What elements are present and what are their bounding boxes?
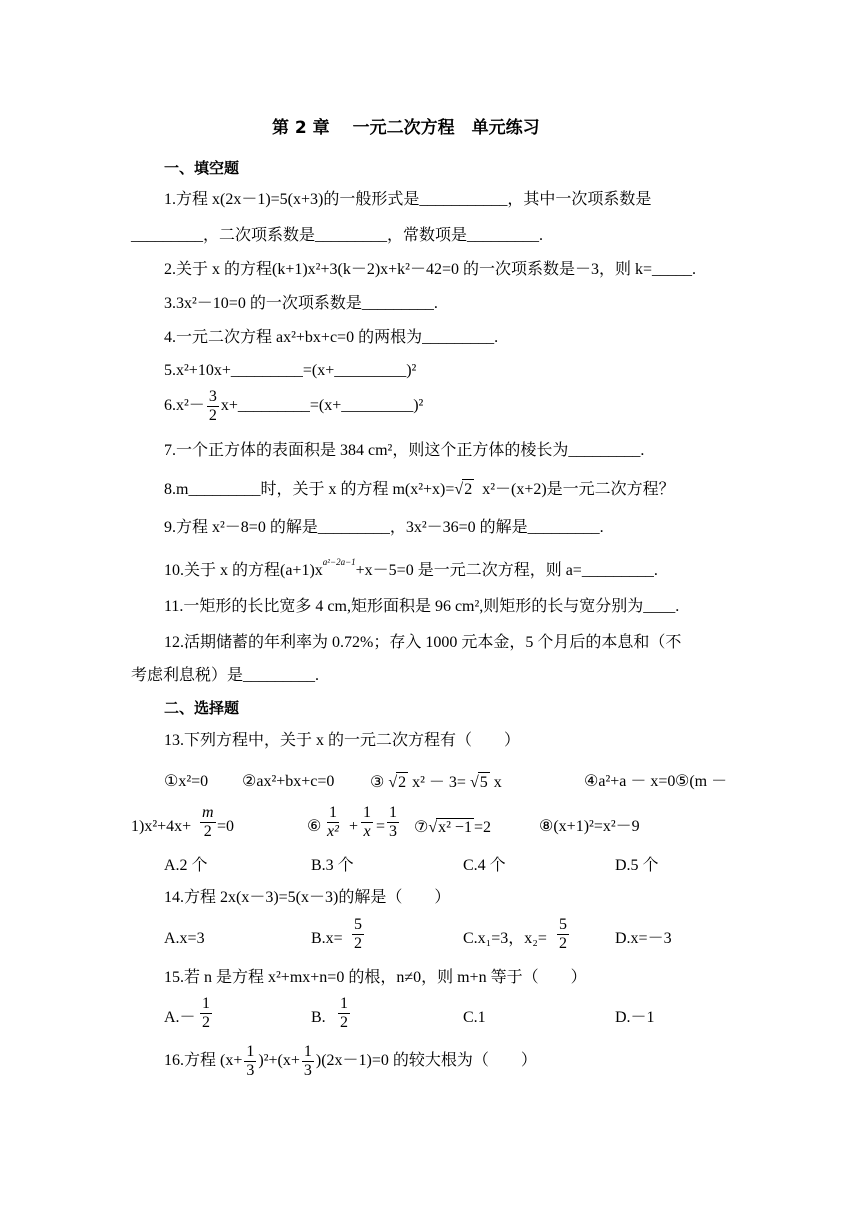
question-13: 13.下列方程中，关于 x 的一元二次方程有（ ） <box>164 732 521 749</box>
q13-option-7-end: =2 <box>473 819 491 836</box>
q13-option-6-fraction-a-numerator: 1 <box>329 804 337 821</box>
section-heading-fill-in: 一、填空题 <box>164 159 240 177</box>
q16-tail: )(2x－1)=0 的较大根为（ ） <box>315 1052 537 1070</box>
q13-option-3 <box>370 772 502 793</box>
q6-fraction-numerator: 3 <box>208 388 217 405</box>
q14-choice-d: D.x=－3 <box>615 930 672 947</box>
q13-option-5-start: ⑤(m － <box>675 773 728 790</box>
q16-fraction-2 <box>302 1043 314 1080</box>
question-3: 3.3x²－10=0 的一次项系数是_________. <box>164 295 438 312</box>
q13-option-1: ①x²=0 <box>164 773 209 790</box>
q15-choice-b-denominator: 2 <box>340 1014 348 1031</box>
question-10 <box>164 557 658 582</box>
q13-option-6-fraction-b <box>361 804 373 841</box>
question-16 <box>164 1043 537 1080</box>
q13-option-3-middle: x² － 3= <box>412 774 466 791</box>
q6-tail: x+_________=(x+_________)² <box>220 397 424 415</box>
q13-choice-d: D.5 个 <box>615 857 659 874</box>
q14-choice-a: A.x=3 <box>164 930 205 947</box>
q13-option-6-fraction-a-denominator: x² <box>327 823 339 840</box>
question-6 <box>164 388 423 425</box>
q13-option-6-fraction-c-denominator: 3 <box>389 823 397 840</box>
q13-option-3-sqrt-a: √2 <box>388 774 407 791</box>
q13-option-5-fraction-numerator: m <box>202 804 214 821</box>
q15-choice-a-numerator: 1 <box>202 995 210 1012</box>
q13-option-6-equals: = <box>376 818 386 835</box>
q13-choice-b: B.3 个 <box>311 857 354 874</box>
q10-tail: +x－5=0 是一元二次方程，则 a=_________. <box>355 562 658 579</box>
q14-choice-c-fraction <box>557 916 569 953</box>
q14-choice-b-numerator: 5 <box>354 916 362 933</box>
q16-fraction-2-denominator: 3 <box>303 1062 312 1079</box>
question-12-line-2: 考虑利息税）是_________. <box>131 667 320 684</box>
q8-sqrt: √2 <box>454 481 473 498</box>
q8-tail: x²－(x+2)是一元二次方程？ <box>482 481 675 498</box>
q13-option-6-fraction-b-numerator: 1 <box>363 804 371 821</box>
q15-choice-c: C.1 <box>463 1009 486 1026</box>
q16-fraction-1 <box>244 1043 256 1080</box>
q15-choice-a: A.－ <box>164 1009 196 1026</box>
q13-option-7-marker: ⑦ <box>414 819 429 836</box>
q16-middle: )²+(x+ <box>258 1052 300 1070</box>
q13-option-3-radicand-a: 2 <box>398 774 407 791</box>
q13-option-6-fraction-b-denominator: x <box>363 823 371 840</box>
q8-radicand: 2 <box>464 481 473 498</box>
q15-choice-b-fraction <box>338 995 350 1032</box>
q14-choice-c: C.x₁=3，x₂= <box>463 930 547 947</box>
q10-lead: 10.关于 x 的方程(a+1)x <box>164 562 323 579</box>
q15-choice-a-denominator: 2 <box>202 1014 210 1031</box>
question-14: 14.方程 2x(x－3)=5(x－3)的解是（ ） <box>164 889 451 906</box>
q16-lead: 16.方程 (x+ <box>164 1052 243 1070</box>
q13-option-7 <box>414 818 491 837</box>
q13-option-8: ⑧(x+1)²=x²－9 <box>539 818 640 835</box>
question-15: 15.若 n 是方程 x²+mx+n=0 的根，n≠0，则 m+n 等于（ ） <box>164 969 587 986</box>
question-7: 7.一个正方体的表面积是 384 cm²，则这个正方体的棱长为_________. <box>164 442 645 459</box>
q14-choice-b: B.x= <box>311 930 343 947</box>
q13-option-3-radicand-b: 5 <box>479 774 488 791</box>
q6-fraction-denominator: 2 <box>208 407 217 424</box>
q14-choices <box>164 916 724 962</box>
q16-fraction-1-numerator: 1 <box>246 1043 255 1060</box>
q13-option-6-marker: ⑥ <box>307 818 322 835</box>
q8-lead: 8.m_________时，关于 x 的方程 m(x²+x)= <box>164 481 455 498</box>
q13-option-5-fraction <box>200 804 216 841</box>
question-9: 9.方程 x²－8=0 的解是_________，3x²－36=0 的解是_________. <box>164 519 604 536</box>
q10-exponent: a²−2a−1 <box>322 557 356 567</box>
q14-choice-b-fraction <box>352 916 364 953</box>
q13-option-7-sqrt: √x² −1 <box>428 819 472 836</box>
q13-option-4: ④a²+a － x=0 <box>584 773 676 790</box>
q13-option-6-fraction-a <box>327 804 339 841</box>
q13-option-5-end: =0 <box>217 818 235 835</box>
q13-option-2: ②ax²+bx+c=0 <box>242 773 335 790</box>
q6-fraction <box>207 388 219 425</box>
question-5: 5.x²+10x+_________=(x+_________)² <box>164 362 417 379</box>
question-11: 11.一矩形的长比宽多 4 cm,矩形面积是 96 cm²,则矩形的长与宽分别为____. <box>164 598 680 615</box>
q13-choice-a: A.2 个 <box>164 857 208 874</box>
q13-option-3-sqrt-b: √5 <box>469 774 488 791</box>
q13-choice-c: C.4 个 <box>463 857 506 874</box>
q13-option-6-fraction-c-numerator: 1 <box>389 804 397 821</box>
q13-options-line-2 <box>131 804 731 850</box>
section-heading-multiple-choice: 二、选择题 <box>164 699 240 717</box>
q15-choice-a-fraction <box>200 995 212 1032</box>
q15-choice-d: D.－1 <box>615 1009 655 1026</box>
question-1-line-1: 1.方程 x(2x－1)=5(x+3)的一般形式是___________，其中一次项系数是 <box>164 191 652 208</box>
q13-option-3-marker: ③ <box>370 774 385 791</box>
q14-choice-c-denominator: 2 <box>559 935 567 952</box>
question-8 <box>164 479 675 500</box>
q6-lead: 6.x²－ <box>164 397 205 415</box>
question-4: 4.一元二次方程 ax²+bx+c=0 的两根为_________. <box>164 329 499 346</box>
question-2: 2.关于 x 的方程(k+1)x²+3(k－2)x+k²－42=0 的一次项系数是－3，则 k=_____. <box>164 261 697 278</box>
question-12-line-1: 12.活期储蓄的年利率为 0.72%；存入 1000 元本金，5 个月后的本息和（不 <box>164 634 682 651</box>
q13-option-5-rest: 1)x²+4x+ <box>131 818 192 835</box>
page-title: 第 2 章 一元二次方程 单元练习 <box>272 118 540 138</box>
q15-choice-b: B. <box>311 1009 326 1026</box>
q14-choice-b-denominator: 2 <box>354 935 362 952</box>
q15-choice-b-numerator: 1 <box>340 995 348 1012</box>
q14-choice-c-numerator: 5 <box>559 916 567 933</box>
q13-option-3-end: x <box>493 774 502 791</box>
question-1-line-2: _________，二次项系数是_________，常数项是_________. <box>131 227 544 244</box>
q15-choices <box>164 995 724 1041</box>
q13-option-5-fraction-denominator: 2 <box>203 823 212 840</box>
q13-option-6-plus: + <box>349 818 359 835</box>
q16-fraction-2-numerator: 1 <box>303 1043 312 1060</box>
q16-fraction-1-denominator: 3 <box>246 1062 255 1079</box>
q13-option-7-radicand: x² −1 <box>438 819 472 836</box>
q13-option-6-fraction-c <box>387 804 399 841</box>
